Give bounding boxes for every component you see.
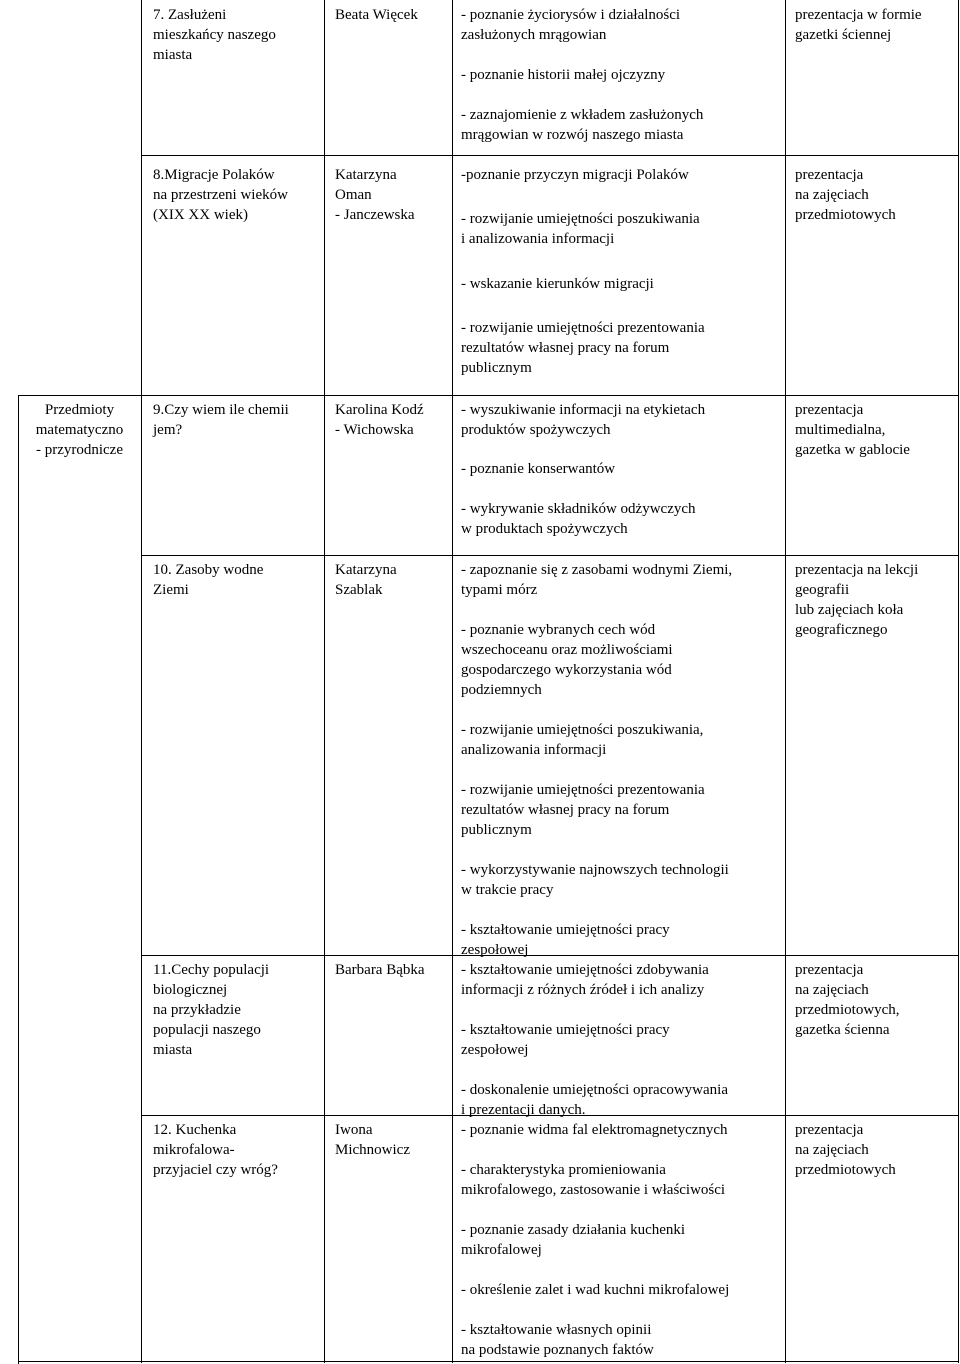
goal-item: - rozwijanie umiejętności poszukiwania i analizowania informacji	[461, 211, 700, 247]
goal-item: - rozwijanie umiejętności poszukiwania, analizowania informacji	[461, 722, 704, 758]
goal-item: - poznanie życiorysów i działalności zasłużonych mrągowian	[461, 7, 681, 43]
goal-item: - wykrywanie składników odżywczych w produktach spożywczych	[461, 501, 696, 537]
category-cell: Przedmioty matematyczno - przyrodnicze	[35, 402, 124, 458]
goal-item: - poznanie konserwantów	[461, 461, 616, 477]
goal-item: - poznanie widma fal elektromagnetycznych	[461, 1122, 728, 1138]
goal-item: - kształtowanie umiejętności pracy zespołowej	[461, 1022, 670, 1058]
teacher-cell: Barbara Bąbka	[335, 962, 425, 978]
goal-item: - kształtowanie umiejętności zdobywania informacji z różnych źródeł i ich analizy	[461, 962, 709, 998]
table-border-left	[18, 395, 19, 1364]
goal-item: - wyszukiwanie informacji na etykietach produktów spożywczych	[461, 402, 706, 438]
topic-cell: 10. Zasoby wodne Ziemi	[153, 562, 264, 598]
goal-item: - poznanie wybranych cech wód wszechoceanu oraz możliwościami gospodarczego wykorzystania wód podziemnych	[461, 622, 673, 698]
form-cell: prezentacja na lekcji geografii lub zajęciach koła geograficznego	[795, 562, 919, 638]
goal-item: -poznanie przyczyn migracji Polaków	[461, 167, 689, 183]
topic-cell: 7. Zasłużeni mieszkańcy naszego miasta	[153, 7, 276, 63]
goal-item: - zaznajomienie z wkładem zasłużonych mrągowian w rozwój naszego miasta	[461, 107, 704, 143]
topic-cell: 12. Kuchenka mikrofalowa- przyjaciel czy wróg?	[153, 1122, 278, 1178]
form-cell: prezentacja na zajęciach przedmiotowych	[795, 1122, 896, 1178]
form-cell: prezentacja multimedialna, gazetka w gablocie	[795, 402, 910, 458]
goal-item: - określenie zalet i wad kuchni mikrofalowej	[461, 1282, 730, 1298]
teacher-cell: Katarzyna Oman - Janczewska	[335, 167, 415, 223]
topic-cell: 9.Czy wiem ile chemii jem?	[153, 402, 289, 438]
goal-item: - poznanie historii małej ojczyzny	[461, 67, 666, 83]
form-cell: prezentacja w formie gazetki ściennej	[795, 7, 922, 43]
topic-cell: 8.Migracje Polaków na przestrzeni wieków (XIX XX wiek)	[153, 167, 288, 223]
goal-item: - kształtowanie umiejętności pracy zespołowej	[461, 922, 670, 958]
goal-item: - rozwijanie umiejętności prezentowania rezultatów własnej pracy na forum publicznym	[461, 782, 705, 838]
table-border-right	[958, 0, 959, 1363]
goal-item: - kształtowanie własnych opinii na podstawie poznanych faktów	[461, 1322, 654, 1358]
goal-item: - zapoznanie się z zasobami wodnymi Ziemi, typami mórz	[461, 562, 733, 598]
table-border-col4	[785, 0, 786, 1363]
form-cell: prezentacja na zajęciach przedmiotowych	[795, 167, 896, 223]
form-cell: prezentacja na zajęciach przedmiotowych, gazetka ścienna	[795, 962, 900, 1038]
teacher-cell: Beata Więcek	[335, 7, 418, 23]
teacher-cell: Katarzyna Szablak	[335, 562, 397, 598]
goal-item: - doskonalenie umiejętności opracowywania i prezentacji danych.	[461, 1082, 728, 1118]
table-border-col2	[324, 0, 325, 1363]
goal-item: - rozwijanie umiejętności prezentowania rezultatów własnej pracy na forum publicznym	[461, 320, 705, 376]
table-row-divider	[18, 395, 959, 396]
goal-item: - wskazanie kierunków migracji	[461, 276, 654, 292]
teacher-cell: Iwona Michnowicz	[335, 1122, 410, 1158]
goal-item: - poznanie zasady działania kuchenki mikrofalowej	[461, 1222, 686, 1258]
topic-cell: 11.Cechy populacji biologicznej na przykładzie populacji naszego miasta	[153, 962, 270, 1058]
goal-item: - wykorzystywanie najnowszych technologii w trakcie pracy	[461, 862, 729, 898]
table-row-divider	[141, 155, 959, 156]
table-row-divider	[141, 555, 959, 556]
goal-item: - charakterystyka promieniowania mikrofalowego, zastosowanie i właściwości	[461, 1162, 726, 1198]
teacher-cell: Karolina Kodź - Wichowska	[335, 402, 424, 438]
table-border-col1	[141, 0, 142, 1363]
table-bottom-border	[18, 1361, 959, 1362]
table-border-col3	[452, 0, 453, 1363]
